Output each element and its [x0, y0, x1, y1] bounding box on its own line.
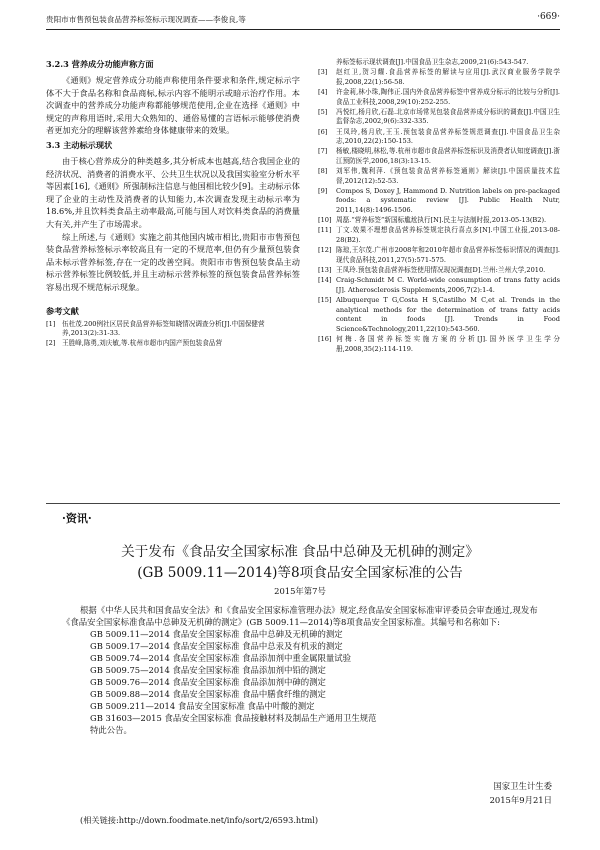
right-column-references: [318, 58, 560, 355]
reference-text: 许金莉,林小珠,陶伟正.国内外食品营养标签中营养成分标示的比较与分析[J].食品工业科技,2008,29(10):252-255.: [336, 87, 560, 106]
reference-number: [15]: [318, 295, 332, 304]
section-paragraph: 由于核心营养成分的种类越多,其分析成本也越高,结合我国企业的经济状况、消费者的消费水平、公共卫生状况以及我国实验室分析水平等因素[16],《通则》所强制标注信息与他国相比较少[9]。主动标示体现了企业的主动性及消费者的认知能力,本次调查发现主动标示率为18.6%,并且饮料类食品主动率最高,可能与国人对饮料类食品的消费量大有关,并产生了市场需求。: [46, 155, 300, 229]
reference-text: 王凤玲,杨月欣,王玉.预包装食品营养标签规范调查[J].中国食品卫生杂志,2010,22(2):150-153.: [336, 127, 560, 146]
reference-number: [12]: [318, 246, 332, 255]
notice-title-line-2: (GB 5009.11—2014)等8项食品安全国家标准的公告: [137, 565, 463, 581]
notice-issuer: 国家卫生计生委: [493, 781, 552, 791]
section-heading-3-3: 3.3 主动标示现状: [46, 139, 113, 150]
notice-body: [62, 604, 554, 736]
reference-item: [318, 246, 560, 265]
reference-number: [4]: [318, 87, 328, 96]
running-header: [46, 12, 560, 30]
reference-item: [318, 167, 560, 186]
reference-item: [318, 216, 560, 226]
section-divider: [46, 503, 560, 504]
standard-item: GB 5009.76—2014 食品安全国家标准 食品添加剂中砷的测定: [90, 677, 326, 687]
reference-text: Albuquerque T G,Costa H S,Castilho M C,et al. Trends in the analytical methods for the determination of trans fatty acids content in foods [J]. Trends in Food Science&Technology,2011,22(10):543-560.: [336, 295, 560, 333]
standard-item: GB 5009.74—2014 食品安全国家标准 食品添加剂中重金属限量试验: [90, 653, 352, 663]
reference-number: [5]: [318, 107, 328, 116]
notice-title-line-1: 关于发布《食品安全国家标准 食品中总砷及无机砷的测定》: [121, 544, 479, 560]
reference-item: [318, 187, 560, 216]
standard-item: GB 5009.88—2014 食品安全国家标准 食品中膳食纤维的测定: [90, 689, 326, 699]
reference-text: Craig-Schmidt M C. World-wide consumption of trans fatty acids [J]. Atherosclerosis Supplements,2006,7(2):1-4.: [336, 276, 560, 294]
reference-text: 丁文.效果不理想食品营养标签规定执行喜点多[N].中国工业报,2013-08-28(B2).: [336, 226, 560, 245]
standard-item: GB 5009.17—2014 食品安全国家标准 食品中总汞及有机汞的测定: [90, 641, 343, 651]
related-link[interactable]: (相关链接:http://down.foodmate.net/info/sort/2/6593.html): [80, 815, 319, 825]
section-heading-3-2-3: 3.2.3 营养成分功能声称方面: [46, 59, 154, 69]
standard-item: GB 5009.211—2014 食品安全国家标准 食品中叶酸的测定: [90, 701, 315, 711]
reference-item: [318, 296, 560, 334]
reference-number: [14]: [318, 276, 332, 285]
reference-number: [1]: [46, 319, 56, 328]
reference-item: [318, 276, 560, 295]
reference-text: Cσmpos S, Doxey J, Hammond D. Nutrition labels on pre-packaged foods: a systematic review [J]. Public Health Nutr, 2011,14(8):1496-1506.: [336, 186, 560, 215]
standard-item: GB 5009.75—2014 食品安全国家标准 食品添加剂中铅的测定: [90, 665, 326, 675]
reference-text: 周磊.“营养标签”新国标尴尬执行[N].民主与法制时报,2013-05-13(B2).: [336, 216, 547, 225]
reference-number: [318, 58, 336, 68]
reference-item: [318, 147, 560, 166]
standard-item: GB 5009.11—2014 食品安全国家标准 食品中总砷及无机砷的测定: [90, 629, 343, 639]
reference-item: [318, 108, 560, 127]
reference-text: 冯悦红,杨月欣,石磊.北京市场常见包装食品营养成分标识的调查[J].中国卫生监督杂志,2002,9(6):332-335.: [336, 107, 560, 126]
standards-list: [62, 628, 554, 724]
reference-number: [7]: [318, 147, 328, 156]
reference-item: [46, 339, 300, 349]
reference-item: [318, 88, 560, 107]
section-paragraph: 《通则》规定营养成分功能声称使用条件要求和条件,规定标示字体不大于食品名称和食品商标,标示内容不能明示或暗示治疗作用。本次调查中的营养成分功能声称都能够规范使用,企业在选择《通则》中规定的声称用语时,采用大众熟知的、通俗易懂的言语标示能够使消费者更加充分的理解该营养素给身体健康带来的效果。: [46, 75, 300, 136]
reference-text: 王凤玲.预包装食品营养标签使用情况现况调查[D].兰州:兰州大学,2010.: [336, 266, 546, 274]
reference-text: 陈琼,王尔茂.广州市2008年和2010年超市食品营养标签标识情况的调查[J].现代食品科技,2011,27(5):571-575.: [336, 246, 560, 264]
references-heading: 参考文献: [46, 305, 79, 316]
reference-item: [318, 58, 560, 68]
notice-date: 2015年9月21日: [489, 795, 552, 805]
reference-number: [6]: [318, 127, 328, 136]
reference-text: 王胜峰,陈勇,刘庆敏,等.杭州市超市内国产预包装食品营: [62, 338, 223, 347]
reference-text: 养标签标示现状调查[J].中国食品卫生杂志,2009,21(6):543-547.: [336, 58, 529, 66]
reference-number: [9]: [318, 186, 328, 195]
reference-item: [318, 128, 560, 147]
news-section-label: ·资讯·: [62, 512, 92, 525]
reference-item: [318, 226, 560, 245]
reference-number: [8]: [318, 167, 328, 176]
reference-number: [3]: [318, 68, 328, 77]
reference-text: 杨敏,楼晓明,林松,等.杭州市超市食品营养标签标识及消费者认知度调查[J].浙江预防医学,2006,18(3):13-15.: [336, 147, 560, 165]
left-column: [46, 58, 300, 348]
reference-number: [10]: [318, 216, 332, 225]
reference-number: [11]: [318, 226, 332, 235]
standard-item: GB 31603—2015 食品安全国家标准 食品接触材料及制品生产通用卫生规范: [90, 713, 377, 723]
reference-text: 伍杜茂.200例社区居民食品营养标签知晓情况调查分析[J].中国保健营养,2013(2):31-33.: [62, 319, 265, 338]
page-number: ·669·: [537, 12, 560, 22]
reference-text: 刘军伟,魏利萍.《预包装食品营养标签通则》解读[J].中国质量技术监督,2012(12):52-53.: [336, 167, 560, 185]
section-paragraph: 综上所述,与《通则》实施之前其他国内城市相比,贵阳市市售预包装食品营养标签标示率较高且有一定的不规范率,但仍有少量预包装食品未标示营养标签,存在一定的改善空间。贵阳市市售预包装食品主动标示营养标签比例较低,并且主动标示营养标签的预包装食品营养标签容易出现不规范标示现象。: [46, 231, 300, 292]
reference-number: [2]: [46, 338, 56, 347]
reference-text: 赵红卫,贺习耀.食品营养标签的解读与应用[J].武汉商业服务学院学报,2008,22(1):56-58.: [336, 68, 560, 86]
reference-item: [46, 320, 300, 339]
reference-item: [318, 335, 560, 354]
notice-issue-number: 2015年第7号: [274, 586, 326, 596]
reference-text: 何梅.各国营养标签实施方案的分析[J].国外医学卫生学分册,2008,35(2):114-119.: [336, 334, 560, 353]
reference-item: [318, 68, 560, 87]
running-title: 贵阳市市售预包装食品营养标签标示现况调查——李俊良,等: [46, 15, 246, 24]
reference-number: [13]: [318, 266, 332, 274]
reference-number: [16]: [318, 334, 332, 343]
header-rule: [46, 29, 560, 30]
notice-closing: 特此公告。: [90, 725, 132, 735]
reference-item: [318, 266, 560, 276]
notice-intro: 根据《中华人民共和国食品安全法》和《食品安全国家标准管理办法》规定,经食品安全国家标准审评委员会审查通过,现发布《食品安全国家标准食品中总砷及无机砷的测定》(GB 5009.11—2014)等8项食品安全国家标准。其编号和名称如下:: [62, 605, 538, 627]
